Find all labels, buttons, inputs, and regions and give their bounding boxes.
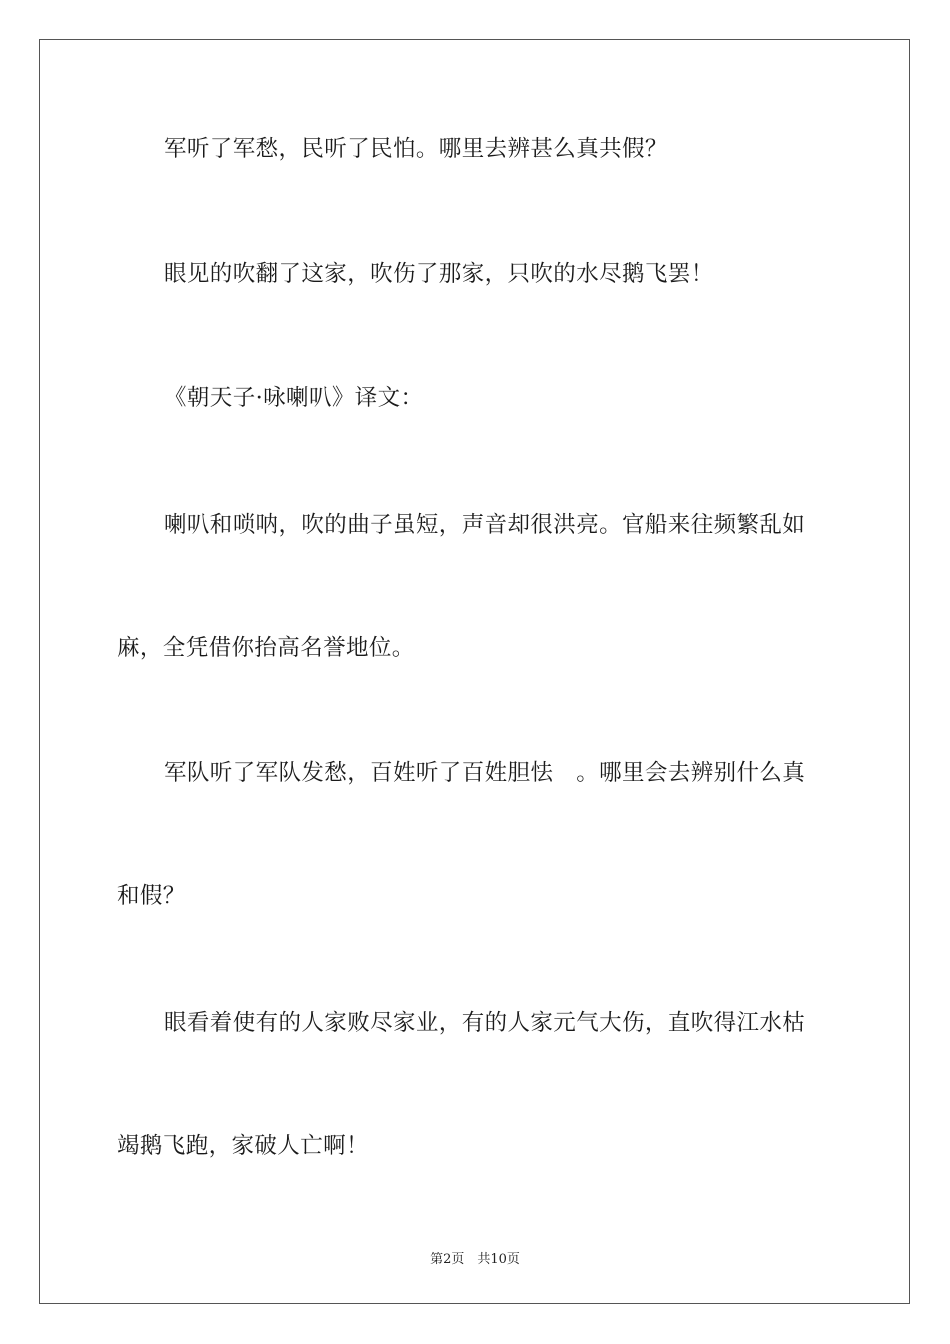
page-border <box>39 39 910 1304</box>
text-line-5: 麻，全凭借你抬高名誉地位。 <box>117 635 415 661</box>
text-line-2: 眼见的吹翻了这家，吹伤了那家，只吹的水尽鹅飞罢！ <box>164 261 714 287</box>
text-line-9: 竭鹅飞跑，家破人亡啊！ <box>117 1133 369 1159</box>
text-line-6: 军队听了军队发愁，百姓听了百姓胆怯 。哪里会去辨别什么真 <box>164 760 806 786</box>
page-footer: 第2页 共10页 <box>430 1252 520 1267</box>
text-line-3: 《朝天子·咏喇叭》译文： <box>164 385 424 411</box>
text-line-7: 和假？ <box>117 883 186 909</box>
text-line-1: 军听了军愁，民听了民怕。哪里去辨甚么真共假？ <box>164 136 668 162</box>
text-line-8: 眼看着使有的人家败尽家业，有的人家元气大伤，直吹得江水枯 <box>164 1010 806 1036</box>
text-line-4: 喇叭和唢呐，吹的曲子虽短，声音却很洪亮。官船来往频繁乱如 <box>164 512 806 538</box>
